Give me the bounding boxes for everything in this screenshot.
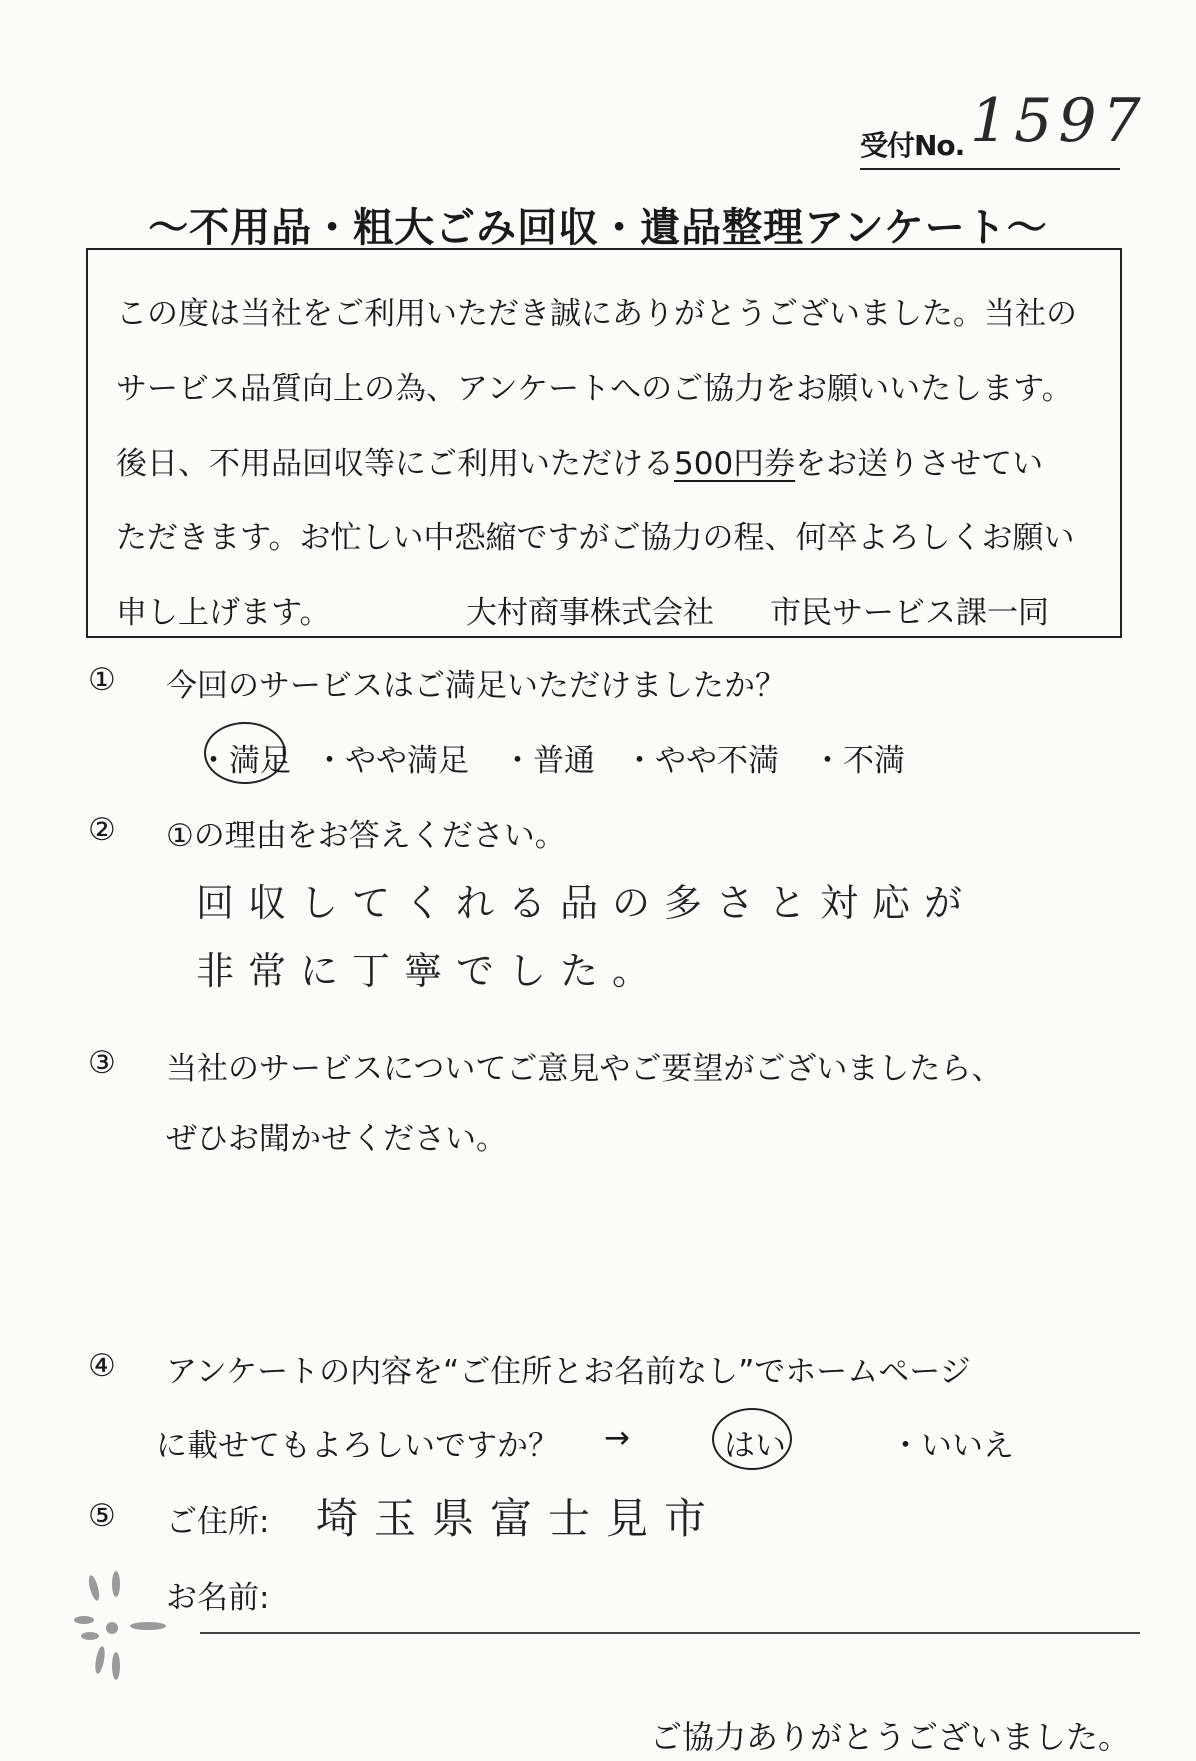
department-name: 市民サービス課一同 [770, 595, 1049, 631]
q1-option-neutral[interactable]: ・普通 [502, 743, 595, 779]
name-input-line[interactable] [200, 1632, 1140, 1634]
q4-option-yes[interactable]: はい [724, 1428, 786, 1464]
q3-number: ③ [88, 1045, 116, 1081]
q4-question-line-2: に載せてもよろしいですか？ [156, 1428, 559, 1464]
q4-option-no[interactable]: ・いいえ [890, 1428, 1014, 1464]
q4-question-line-1: アンケートの内容を“ご住所とお名前なし”でホームページ [166, 1354, 971, 1390]
survey-title: ～不用品・粗大ごみ回収・遺品整理アンケート～ [148, 205, 1048, 251]
receipt-label: 受付No. [860, 129, 965, 162]
q2-question: ①の理由をお答えください。 [166, 818, 566, 854]
q1-option-somewhat-satisfied[interactable]: ・やや満足 [314, 743, 469, 779]
intro-line-1: この度は当社をご利用いただき誠にありがとうございました。当社の [116, 296, 1077, 332]
closing-message: ご協力ありがとうございました。 [650, 1718, 1131, 1756]
intro-line-2: サービス品質向上の為、アンケートへのご協力をお願いいたします。 [116, 371, 1073, 407]
intro-box [86, 248, 1122, 638]
q1-number: ① [88, 662, 116, 698]
q2-answer-line-2[interactable]: 非常に丁寧でした。 [196, 949, 665, 993]
q5-number: ⑤ [88, 1498, 116, 1534]
q3-question-line-1: 当社のサービスについてご意見やご要望がございましたら、 [166, 1051, 1003, 1087]
flower-decoration-icon [70, 1568, 170, 1688]
q2-number: ② [88, 812, 116, 848]
company-name: 大村商事株式会社 [466, 595, 714, 631]
q1-option-dissatisfied[interactable]: ・不満 [812, 743, 905, 779]
q3-question-line-2: ぜひお聞かせください。 [166, 1121, 507, 1157]
q2-answer-line-1[interactable]: 回収してくれる品の多さと対応が [196, 881, 977, 925]
q4-number: ④ [88, 1348, 116, 1384]
arrow-icon: → [604, 1420, 630, 1456]
address-value[interactable]: 埼玉県富士見市 [316, 1494, 723, 1543]
intro-line-3-after: をお送りさせてい [795, 446, 1044, 482]
q1-option-somewhat-dissatisfied[interactable]: ・やや不満 [624, 743, 779, 779]
q1-question: 今回のサービスはご満足いただけましたか？ [166, 668, 786, 704]
intro-line-4: ただきます。お忙しい中恐縮ですがご協力の程、何卒よろしくお願い [116, 520, 1075, 556]
receipt-number [860, 86, 1147, 170]
intro-line-3-before: 後日、不用品回収等にご利用いただける [116, 446, 674, 482]
name-label: お名前: [166, 1580, 270, 1616]
address-label: ご住所: [166, 1504, 270, 1540]
q1-option-satisfied[interactable]: ・満足 [198, 743, 291, 779]
receipt-value: 1597 [970, 86, 1147, 156]
intro-line-5: 申し上げます。 [116, 595, 331, 631]
voucher-text: 500円券 [674, 446, 796, 482]
intro-line-3 [116, 438, 1043, 483]
